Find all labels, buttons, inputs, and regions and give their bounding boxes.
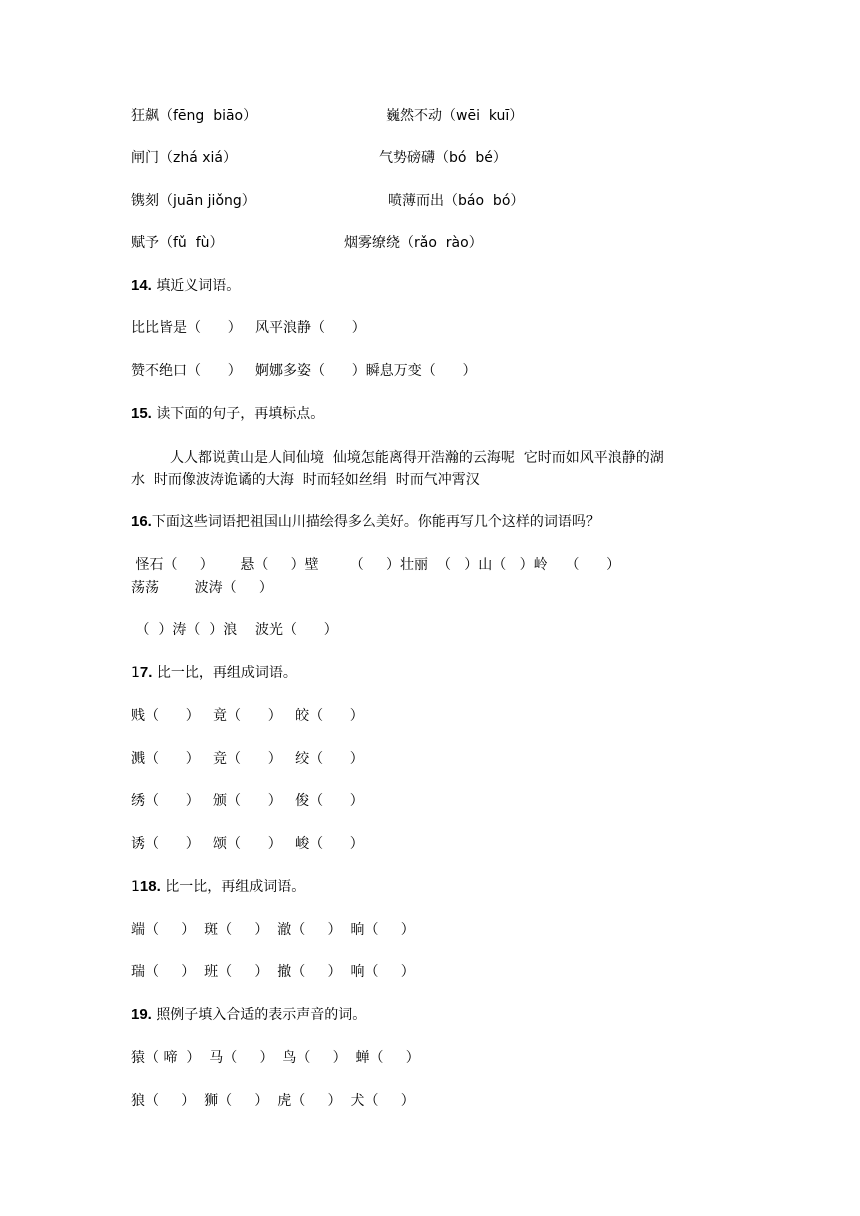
q14-line: 赞不绝口（ ） 婀娜多姿（ ）瞬息万变（ ）: [131, 363, 477, 379]
q16-line: （ ）涛（ ）浪 波光（ ）: [131, 622, 338, 638]
question-number: 16.: [131, 513, 152, 530]
pinyin-item: 狂飙（fēng biāo）: [131, 108, 258, 124]
question-title: 读下面的句子，再填标点。: [156, 406, 325, 422]
q16-line: 荡荡 波涛（ ）: [131, 580, 273, 596]
question-17-heading: [131, 663, 297, 683]
q16-line: 怪石（ ） 悬（ ）壁 （ ）壮丽 （ ）山（ ）岭 （ ）: [131, 557, 621, 573]
q19-row: 狼（ ） 狮（ ） 虎（ ） 犬（ ）: [131, 1093, 415, 1109]
pinyin-item: 喷薄而出（báo bó）: [388, 193, 525, 209]
question-15-heading: [131, 404, 324, 424]
question-title: 比一比，再组成词语。: [165, 879, 306, 895]
pinyin-item: 赋予（fǔ fù）: [131, 235, 224, 251]
question-number: 18.: [139, 878, 161, 895]
pinyin-item: 烟雾缭绕（rǎo rào）: [344, 235, 483, 251]
question-title: 填近义词语。: [156, 278, 241, 294]
q17-row: 溅（ ） 竞（ ） 绞（ ）: [131, 751, 364, 767]
question-16-heading: [131, 512, 600, 532]
q17-row: 诱（ ） 颂（ ） 峻（ ）: [131, 836, 364, 852]
q18-row: 瑞（ ） 班（ ） 撤（ ） 响（ ）: [131, 964, 415, 980]
pinyin-item: 闸门（zhá xiá）: [131, 150, 238, 166]
question-number: 19.: [131, 1006, 152, 1023]
q15-sentence: 水 时而像波涛诡谲的大海 时而轻如丝绢 时而气冲霄汉: [131, 472, 480, 488]
q17-row: 贱（ ） 竟（ ） 皎（ ）: [131, 708, 364, 724]
question-title: 下面这些词语把祖国山川描绘得多么美好。你能再写几个这样的词语吗？: [151, 514, 600, 530]
pinyin-item: 气势磅礴（bó bé）: [379, 150, 507, 166]
question-title: 照例子填入合适的表示声音的词。: [156, 1007, 367, 1023]
q18-row: 端（ ） 斑（ ） 澈（ ） 晌（ ）: [131, 922, 415, 938]
q15-sentence: 人人都说黄山是人间仙境 仙境怎能离得开浩瀚的云海呢 它时而如风平浪静的湖: [170, 450, 664, 466]
question-19-heading: [131, 1005, 366, 1025]
question-18-heading: [131, 877, 305, 897]
question-14-heading: [131, 276, 240, 296]
question-number: 7.: [139, 664, 153, 681]
question-number: 15.: [131, 405, 152, 422]
pinyin-item: 镌刻（juān jiǒng）: [131, 193, 256, 209]
question-number-prefix: 1: [131, 665, 140, 681]
pinyin-item: 巍然不动（wēi kuī）: [386, 108, 524, 124]
q14-line: 比比皆是（ ） 风平浪静（ ）: [131, 320, 366, 336]
question-number-prefix: 1: [131, 879, 140, 895]
q19-row: 猿（ 啼 ） 马（ ） 鸟（ ） 蝉（ ）: [131, 1050, 420, 1066]
question-title: 比一比，再组成词语。: [156, 665, 297, 681]
q17-row: 绣（ ） 颁（ ） 俊（ ）: [131, 793, 364, 809]
question-number: 14.: [131, 277, 152, 294]
